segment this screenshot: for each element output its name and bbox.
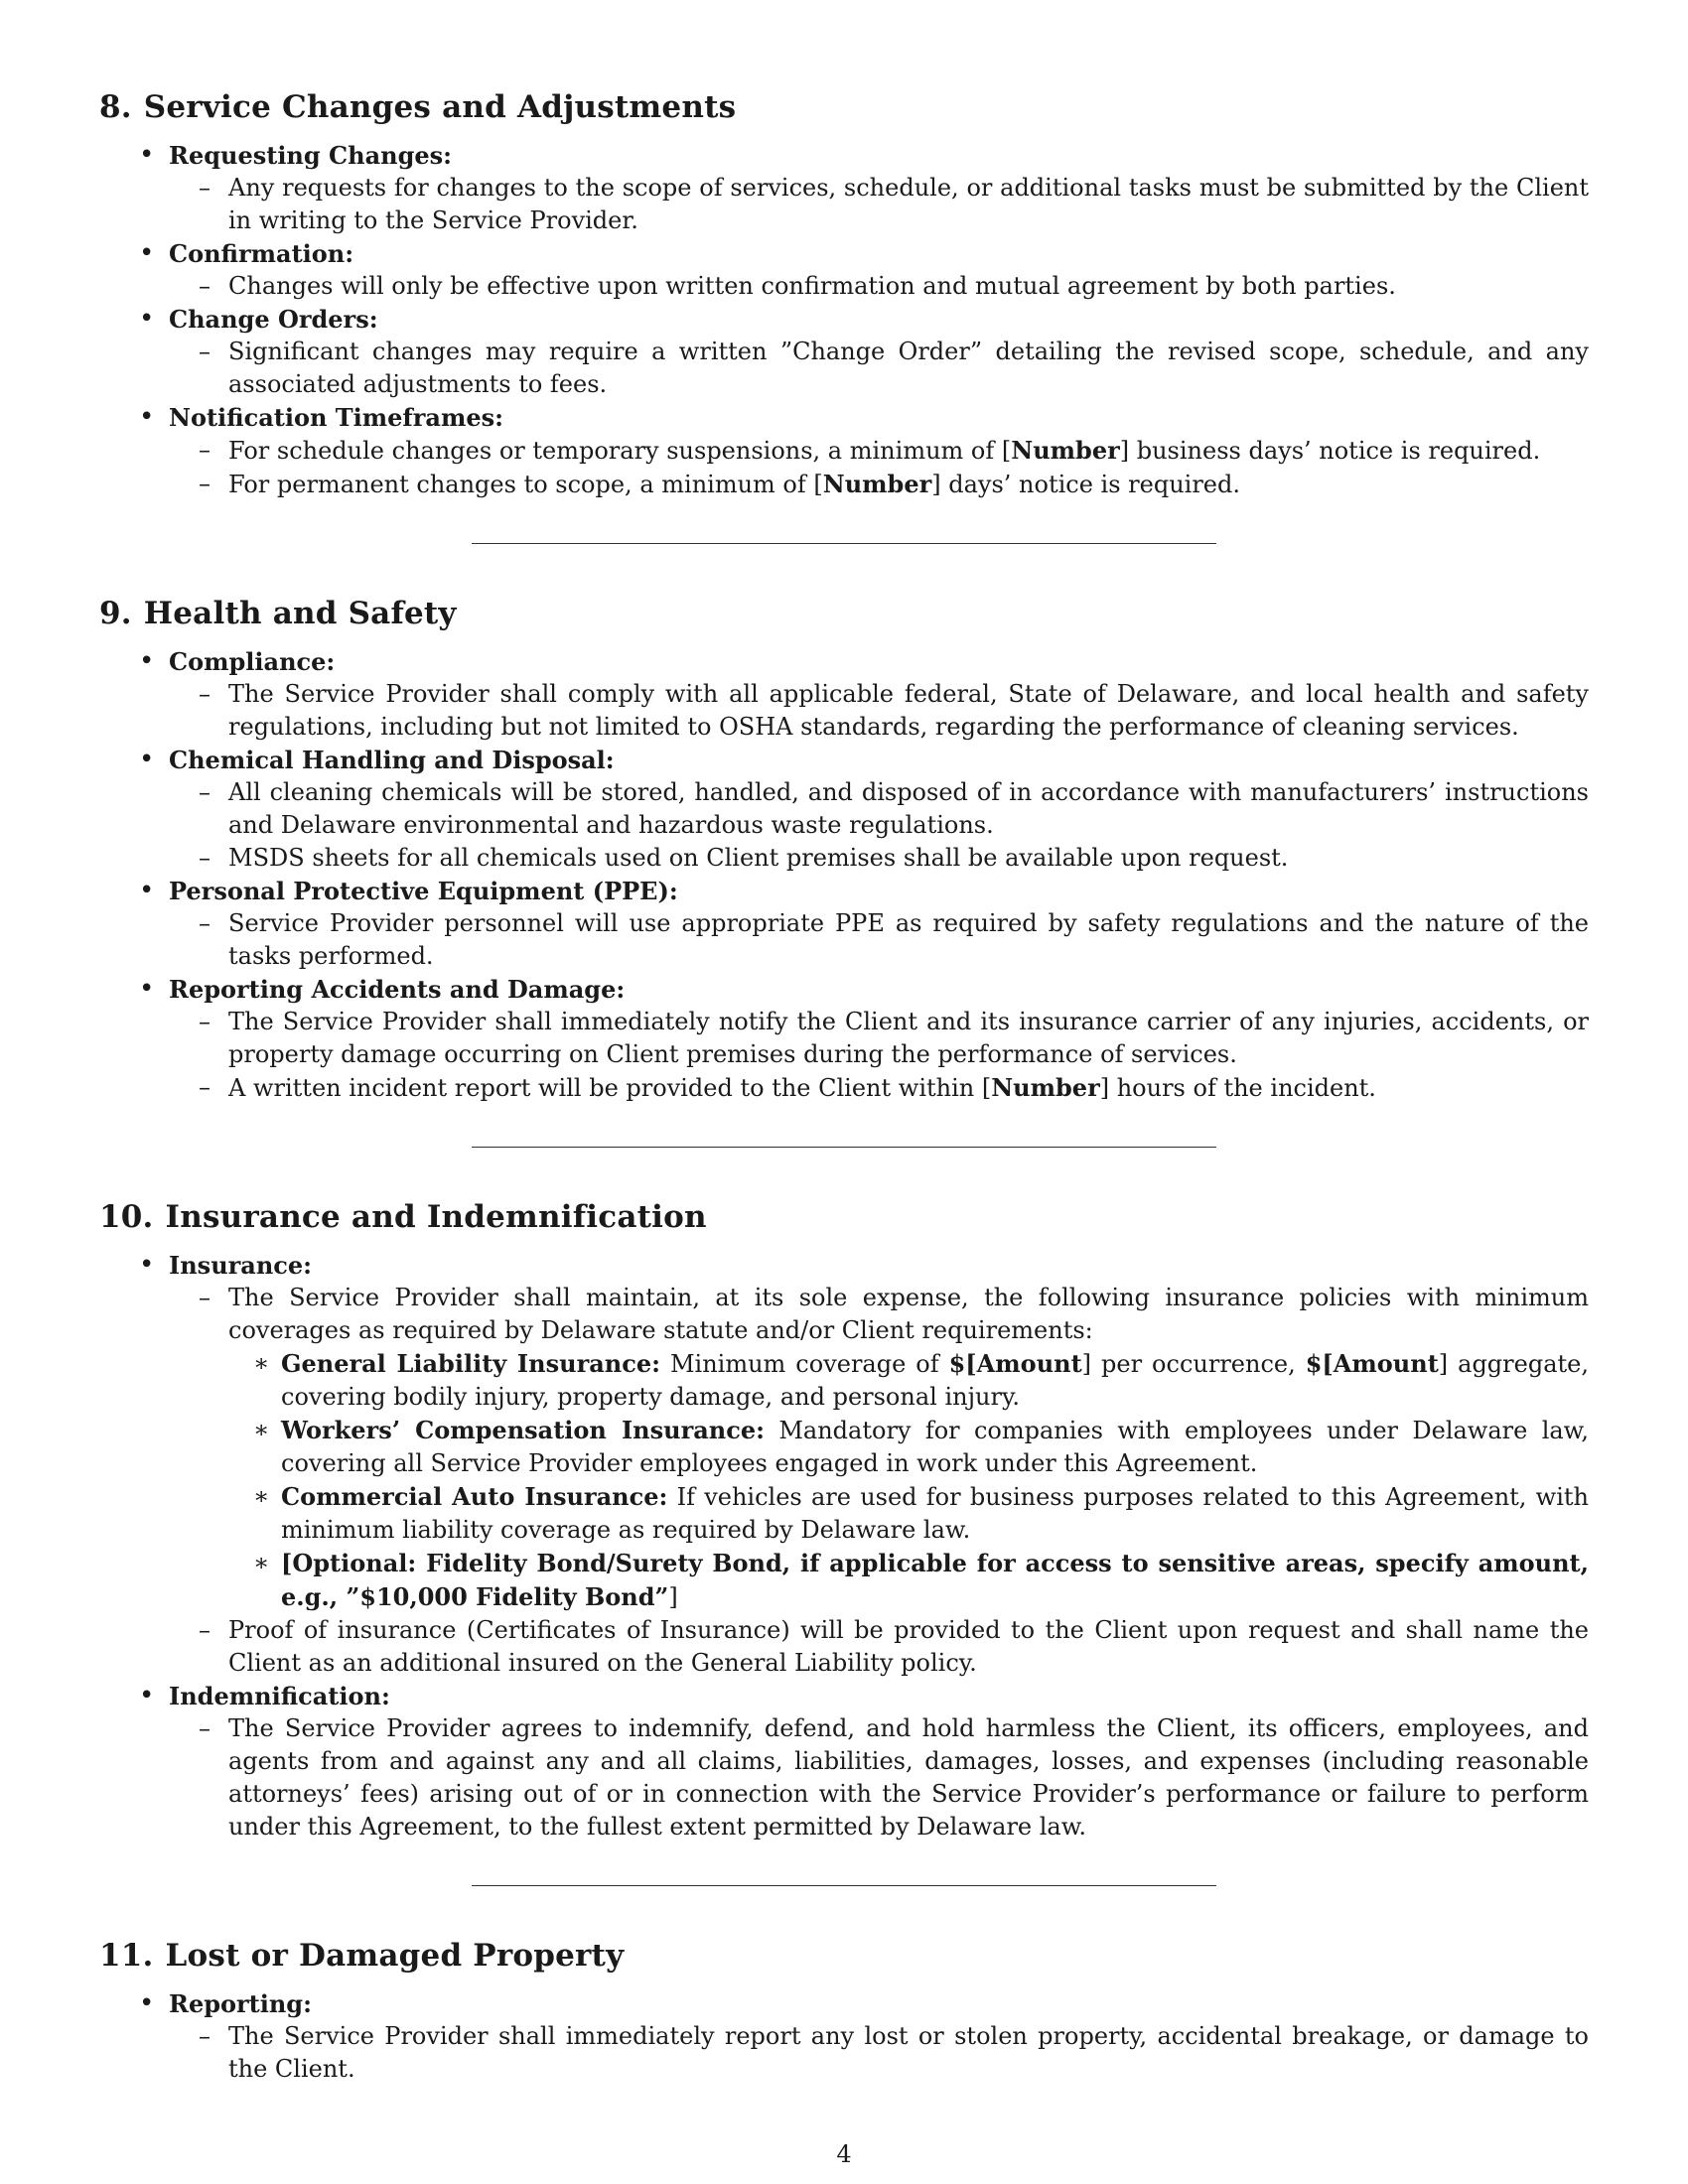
bullet-glyph: •: [139, 238, 155, 268]
document-page: [99, 89, 1589, 2086]
sub-item: – The Service Provider shall immediately report any lost or stolen property, accidental breakage, or damage to the Client.: [199, 2022, 1589, 2083]
item-label: Chemical Handling and Disposal:: [169, 746, 615, 774]
bullet-glyph: •: [139, 974, 155, 1004]
sub-item: – Changes will only be effective upon written confirmation and mutual agreement by both parties.: [199, 272, 1396, 300]
policy-item: ∗ Commercial Auto Insurance: If vehicles are used for business purposes related to this Agreement, with minimum liability coverage as required by Delaware law.: [253, 1482, 1589, 1544]
sub-item: – Any requests for changes to the scope of services, schedule, or additional tasks must be submitted by the Client in writing to the Service Provider.: [199, 174, 1589, 234]
placeholder-number: Number: [991, 1073, 1100, 1102]
bullet-glyph: •: [139, 646, 155, 676]
sub-item: – The Service Provider shall comply with all applicable federal, State of Delaware, and local health and safety regulations, including but not limited to OSHA standards, regarding the performance of cleaning services.: [199, 680, 1589, 741]
sub-item: – For permanent changes to scope, a minimum of [Number] days’ notice is required.: [199, 470, 1240, 498]
placeholder-number: Number: [1011, 436, 1120, 465]
section-11: [99, 1938, 1589, 2086]
item-label: Reporting Accidents and Damage:: [169, 975, 626, 1004]
sub-item: – Significant changes may require a written ”Change Order” detailing the revised scope, schedule, and any associated adjustments to fees.: [199, 338, 1589, 398]
list-item: [99, 401, 1589, 501]
list-item: [99, 237, 1589, 303]
policy-item: ∗ General Liability Insurance: Minimum coverage of $[Amount] per occurrence, $[Amount] aggregate, covering bodily injury, property damage, and personal injury.: [253, 1349, 1589, 1411]
item-label: Personal Protective Equipment (PPE):: [169, 877, 678, 905]
page-number: 4: [836, 2140, 852, 2168]
section-title: 10. Insurance and Indemnification: [99, 1199, 707, 1235]
item-label: Change Orders:: [169, 305, 378, 334]
sub-item: – MSDS sheets for all chemicals used on Client premises shall be available upon request.: [199, 844, 1289, 872]
item-label: Notification Timeframes:: [169, 403, 503, 432]
placeholder-number: Number: [822, 470, 932, 498]
sub-item: – Proof of insurance (Certificates of Insurance) will be provided to the Client upon request and shall name the Client as an additional insured on the General Liability policy.: [199, 1616, 1589, 1677]
sub-item: – A written incident report will be provided to the Client within [Number] hours of the incident.: [199, 1073, 1376, 1102]
section-10: [99, 1199, 1589, 1843]
list-item: [99, 303, 1589, 401]
section-title: 11. Lost or Damaged Property: [99, 1938, 625, 1974]
policy-item: ∗ [Optional: Fidelity Bond/Surety Bond, if applicable for access to sensitive areas, specify amount, e.g., ”$10,000 Fidelity Bond”]: [253, 1549, 1589, 1611]
list-item: [99, 1680, 1589, 1843]
sub-item: – The Service Provider shall immediately notify the Client and its insurance carrier of any injuries, accidents, or property damage occurring on Client premises during the performance of services.: [199, 1008, 1589, 1068]
bullet-glyph: •: [139, 876, 155, 905]
bullet-glyph: •: [139, 1988, 155, 2018]
item-label: Confirmation:: [169, 239, 354, 268]
list-item: [99, 875, 1589, 973]
item-label: Indemnification:: [169, 1682, 390, 1710]
sub-item: – Service Provider personnel will use appropriate PPE as required by safety regulations and the nature of the tasks performed.: [199, 909, 1589, 970]
list-item: [99, 1249, 1589, 1680]
section-title: 9. Health and Safety: [99, 596, 457, 631]
sub-item: – All cleaning chemicals will be stored, handled, and disposed of in accordance with manufacturers’ instructions and Delaware environmental and hazardous waste regulations.: [199, 778, 1589, 839]
bullet-glyph: •: [139, 1681, 155, 1710]
sub-item: – For schedule changes or temporary suspensions, a minimum of [Number] business days’ notice is required.: [199, 436, 1541, 465]
bullet-glyph: •: [139, 745, 155, 774]
section-8: [99, 89, 1589, 501]
bullet-glyph: •: [139, 140, 155, 170]
item-label: Reporting:: [169, 1989, 312, 2018]
bullet-glyph: •: [139, 402, 155, 432]
list-item: [99, 744, 1589, 875]
section-9: [99, 596, 1589, 1105]
bullet-glyph: •: [139, 1250, 155, 1280]
item-label: Insurance:: [169, 1251, 313, 1280]
list-item: [99, 1987, 1589, 2086]
sub-item: – The Service Provider shall maintain, at its sole expense, the following insurance policies with minimum coverages as required by Delaware statute and/or Client requirements: ∗ General Liability Insurance: Minimum coverage of $[Amount] per occurrence, $[Amount] aggregate, covering bodily injury, property damage, and personal injury. ∗ Workers’ Compensation Insurance: Mandatory for companies with employees under Delaware law, covering all Service Provider employees engaged in work under this Agreement. ∗ Commercial Auto Insurance: If vehicles are used for business purposes related to this Agreement, with minimum liability coverage as required by Delaware law. ∗ [Optional: Fidelity Bond/Surety Bond, if applicable for access to sensitive areas, specify amount, e.g., ”$10,000 Fidelity Bond”]: [169, 1282, 1589, 1614]
list-item: [99, 973, 1589, 1105]
section-title: 8. Service Changes and Adjustments: [99, 89, 737, 125]
item-label: Compliance:: [169, 647, 336, 676]
sub-item: – The Service Provider agrees to indemnify, defend, and hold harmless the Client, its officers, employees, and agents from and against any and all claims, liabilities, damages, losses, and expenses (including reasonable attorneys’ fees) arising out of or in connection with the Service Provider’s performance or failure to perform under this Agreement, to the fullest extent permitted by Delaware law.: [199, 1714, 1589, 1841]
list-item: [99, 139, 1589, 237]
bullet-glyph: •: [139, 304, 155, 334]
list-item: [99, 645, 1589, 744]
item-label: Requesting Changes:: [169, 141, 452, 170]
policy-item: ∗ Workers’ Compensation Insurance: Mandatory for companies with employees under Delaware law, covering all Service Provider employees engaged in work under this Agreement.: [253, 1416, 1589, 1477]
